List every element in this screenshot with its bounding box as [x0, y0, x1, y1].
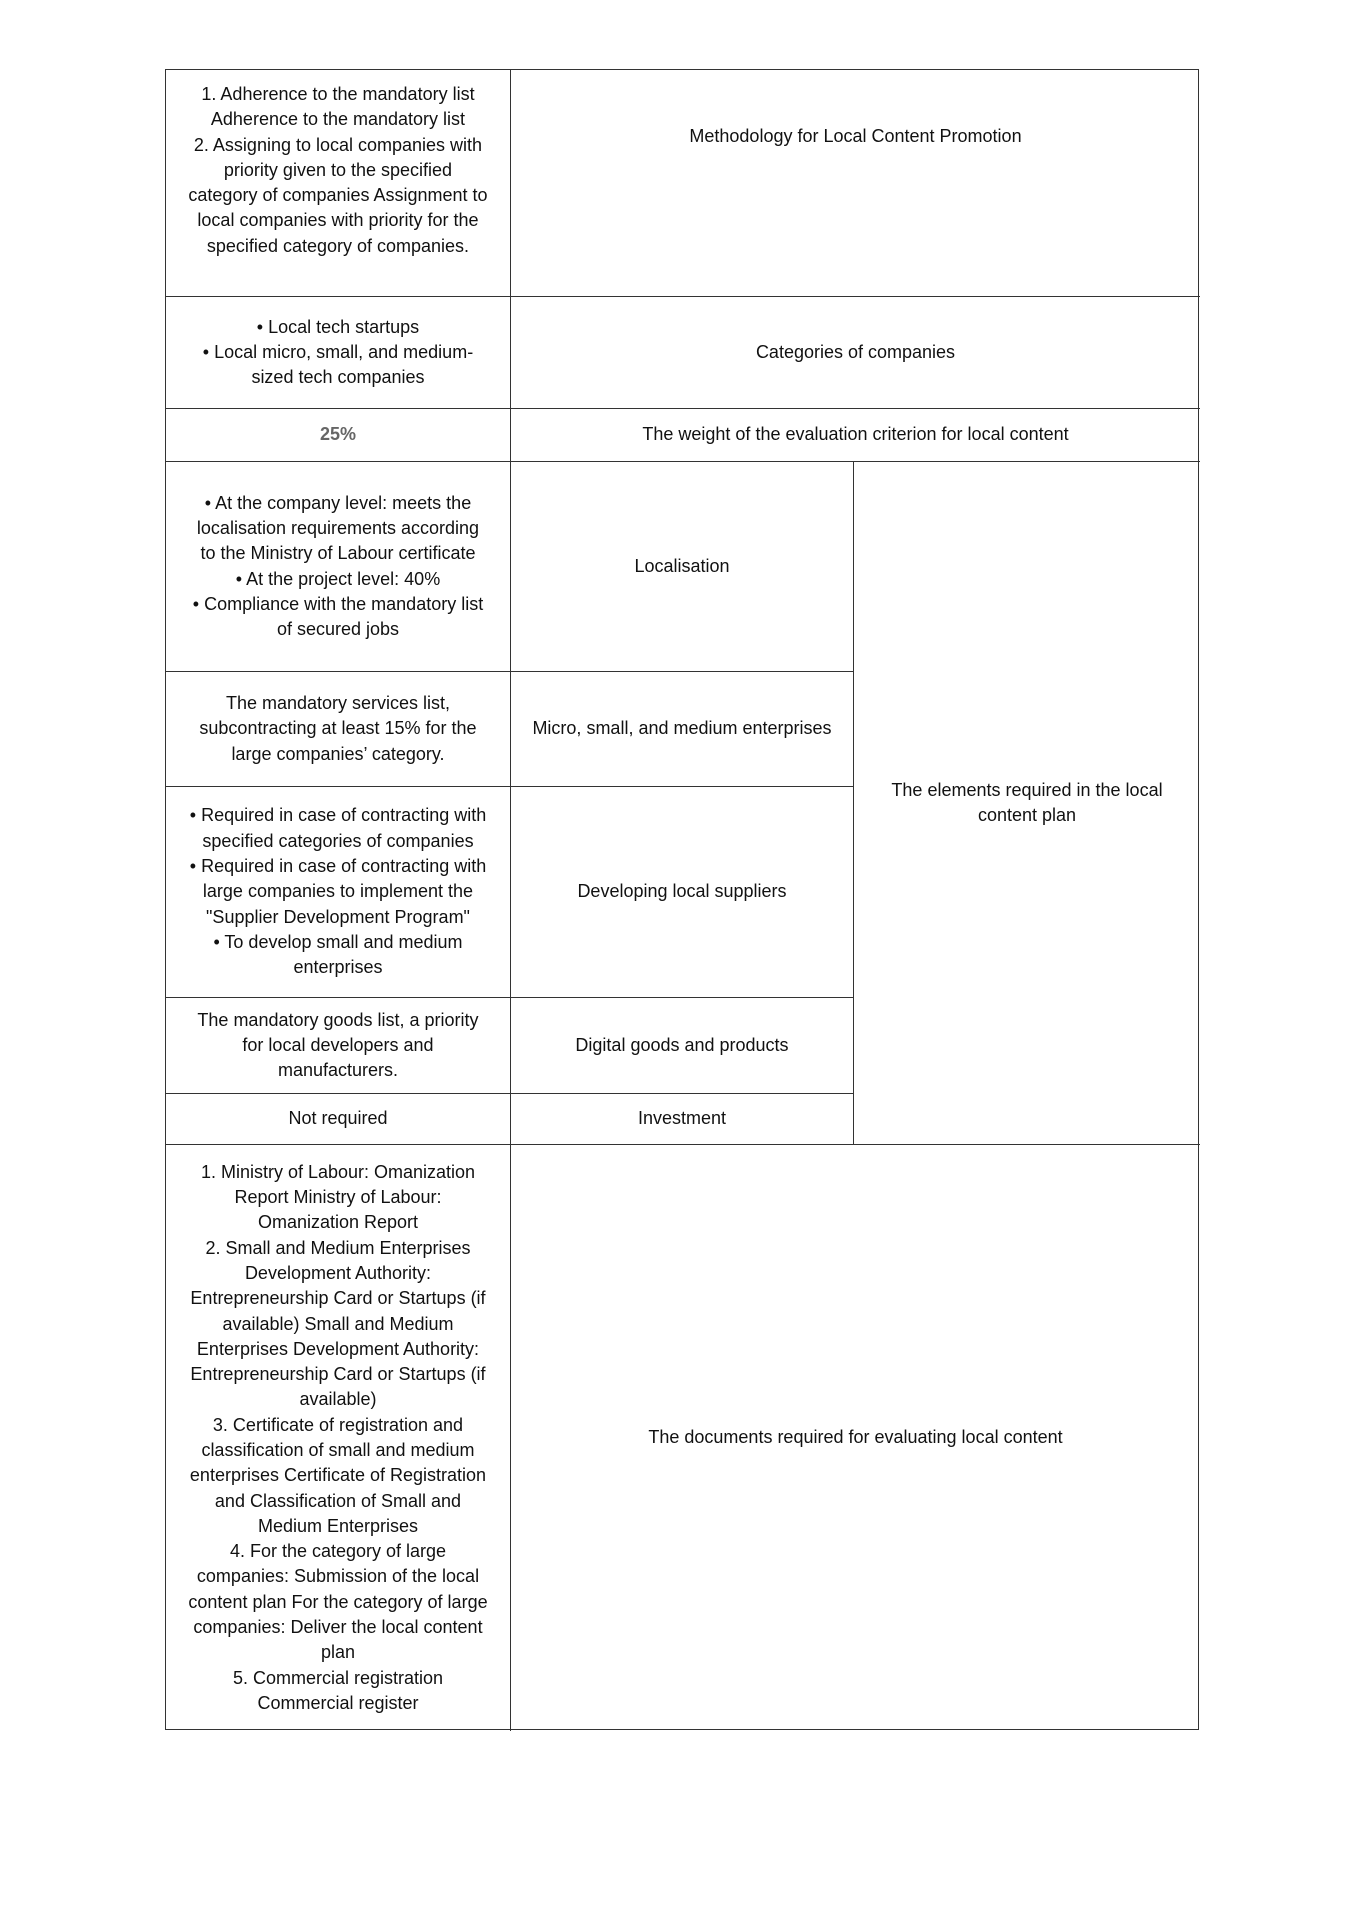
- categories-value: • Local tech startups • Local micro, small, and medium- sized tech companies: [202, 316, 474, 388]
- methodology-label: Methodology for Local Content Promotion: [689, 126, 1022, 146]
- digital-goods-label-cell: [511, 998, 854, 1094]
- digital-goods-value: The mandatory goods list, a priority for local developers and manufacturers.: [197, 1009, 479, 1081]
- investment-value: Not required: [288, 1108, 388, 1129]
- documents-label-cell: [511, 1145, 1200, 1731]
- methodology-value: 1. Adherence to the mandatory list Adherence to the mandatory list 2. Assigning to local companies with priority given to the specified category of companies Assignment to local companies with priority for the specified category of companies.: [188, 84, 488, 256]
- investment-label: Investment: [637, 1108, 727, 1129]
- localisation-label: Localisation: [634, 555, 730, 576]
- localisation-value: • At the company level: meets the localisation requirements according to the Ministry of Labour certificate • At the project level: 40% • Compliance with the mandatory list of secured jobs: [192, 492, 484, 640]
- sme-label-cell: [511, 672, 854, 787]
- weight-label-cell: [511, 409, 1200, 462]
- sme-label: Micro, small, and medium enterprises: [532, 718, 832, 739]
- suppliers-value: • Required in case of contracting with specified categories of companies • Required in case of contracting with large companies to implement the "Supplier Development Program" • To develop small and medium enterprises: [189, 805, 487, 978]
- weight-label: The weight of the evaluation criterion for local content: [642, 424, 1069, 445]
- digital-goods-label: Digital goods and products: [575, 1034, 789, 1055]
- documents-value-cell: [166, 1145, 511, 1731]
- suppliers-label: Developing local suppliers: [577, 881, 787, 902]
- categories-label-cell: [511, 297, 1200, 409]
- documents-value: 1. Ministry of Labour: Omanization Report Ministry of Labour: Omanization Report 2. Small and Medium Enterprises Development Authority: Entrepreneurship Card or Startups (if available) Small and Medium Enterprises Development Authority: Entrepreneurship Card or Startups (if available) 3. Certificate of registration and classification of small and medium enterprises Certificate of Registration and Classification of Small and Medium Enterprises 4. For the category of large companies: Submission of the local content plan For the category of large companies: Deliver the local content plan 5. Commercial registration Commercial register: [188, 1161, 488, 1713]
- local-content-table: [165, 69, 1199, 1730]
- sme-value-cell: [166, 672, 511, 787]
- weight-value-cell: [166, 409, 511, 462]
- investment-label-cell: [511, 1094, 854, 1145]
- elements-group-label-cell: [854, 462, 1200, 1145]
- categories-label: Categories of companies: [755, 341, 956, 362]
- digital-goods-value-cell: [166, 998, 511, 1094]
- suppliers-value-cell: [166, 787, 511, 998]
- localisation-value-cell: [166, 462, 511, 672]
- elements-group-label: The elements required in the local content plan: [891, 779, 1163, 825]
- investment-value-cell: [166, 1094, 511, 1145]
- methodology-label-cell: [511, 70, 1200, 297]
- weight-value: 25%: [319, 424, 357, 445]
- sme-value: The mandatory services list, subcontracting at least 15% for the large companies’ category.: [199, 693, 477, 764]
- localisation-label-cell: [511, 462, 854, 672]
- suppliers-label-cell: [511, 787, 854, 998]
- methodology-value-cell: [166, 70, 511, 297]
- documents-label: The documents required for evaluating local content: [648, 1427, 1063, 1448]
- categories-value-cell: [166, 297, 511, 409]
